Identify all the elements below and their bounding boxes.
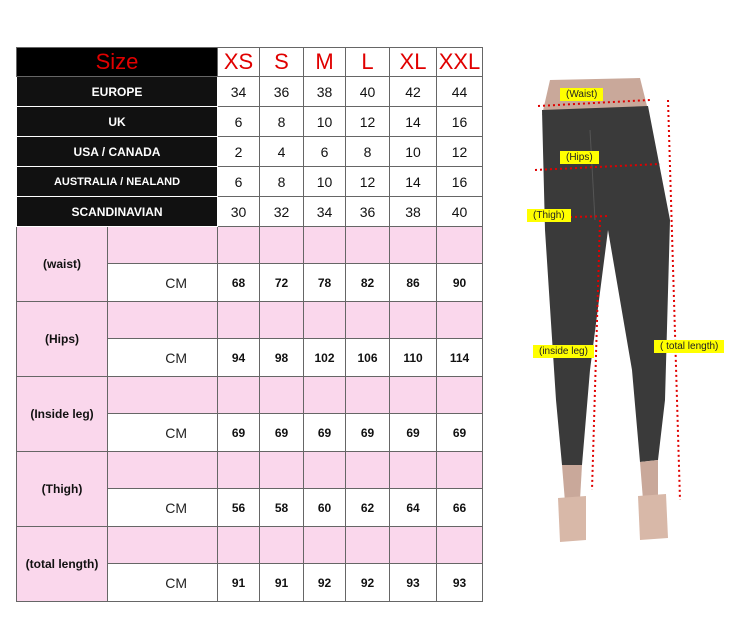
pink-cell <box>437 377 483 414</box>
measurement-spacer-row <box>17 527 483 564</box>
size-column-header: XXL <box>437 48 483 77</box>
measurement-value: 66 <box>437 489 483 527</box>
pink-cell <box>346 377 390 414</box>
waist-tag: (Waist) <box>560 88 603 101</box>
size-value: 4 <box>260 137 304 167</box>
measurement-value: 69 <box>346 414 390 452</box>
size-value: 40 <box>437 197 483 227</box>
pink-cell <box>108 302 218 339</box>
size-value: 36 <box>346 197 390 227</box>
size-table <box>16 47 483 602</box>
size-value: 8 <box>260 107 304 137</box>
size-value: 36 <box>260 77 304 107</box>
measurement-label: (Hips) <box>17 302 108 377</box>
measurement-value: 72 <box>260 264 304 302</box>
measurement-value: 102 <box>304 339 346 377</box>
measurement-value: 93 <box>390 564 437 602</box>
measurement-value: 91 <box>260 564 304 602</box>
pink-cell <box>304 527 346 564</box>
pink-cell <box>260 452 304 489</box>
pink-cell <box>390 302 437 339</box>
measurement-value: 56 <box>218 489 260 527</box>
size-value: 32 <box>260 197 304 227</box>
unit-label: CM <box>108 339 218 377</box>
region-label: USA / CANADA <box>17 137 218 167</box>
measurement-spacer-row <box>17 377 483 414</box>
pink-cell <box>260 377 304 414</box>
size-value: 14 <box>390 107 437 137</box>
measurement-value: 69 <box>218 414 260 452</box>
pink-cell <box>218 302 260 339</box>
size-value: 6 <box>218 107 260 137</box>
conversion-row <box>17 167 483 197</box>
hips-tag: (Hips) <box>560 151 599 164</box>
measurement-value: 114 <box>437 339 483 377</box>
measurement-value: 92 <box>304 564 346 602</box>
size-column-header: XS <box>218 48 260 77</box>
total-length-tag: ( total length) <box>654 340 724 353</box>
measurement-value: 69 <box>390 414 437 452</box>
size-value: 34 <box>218 77 260 107</box>
size-value: 2 <box>218 137 260 167</box>
region-label: EUROPE <box>17 77 218 107</box>
measurement-value: 58 <box>260 489 304 527</box>
measurement-value: 91 <box>218 564 260 602</box>
measurement-label: (total length) <box>17 527 108 602</box>
pink-cell <box>218 527 260 564</box>
pink-cell <box>390 377 437 414</box>
conversion-row <box>17 197 483 227</box>
pink-cell <box>260 227 304 264</box>
region-label: AUSTRALIA / NEALAND <box>17 167 218 197</box>
thigh-tag: (Thigh) <box>527 209 571 222</box>
size-label: Size <box>17 48 218 77</box>
pink-cell <box>218 227 260 264</box>
size-value: 30 <box>218 197 260 227</box>
measurement-value: 69 <box>304 414 346 452</box>
measurement-value: 93 <box>437 564 483 602</box>
pink-cell <box>260 302 304 339</box>
measurement-value: 92 <box>346 564 390 602</box>
unit-label: CM <box>108 414 218 452</box>
measurement-value: 82 <box>346 264 390 302</box>
measurement-value: 62 <box>346 489 390 527</box>
size-value: 44 <box>437 77 483 107</box>
measurement-value: 68 <box>218 264 260 302</box>
size-value: 12 <box>437 137 483 167</box>
size-value: 12 <box>346 107 390 137</box>
pink-cell <box>390 227 437 264</box>
size-column-header: XL <box>390 48 437 77</box>
pink-cell <box>108 527 218 564</box>
measurement-value: 106 <box>346 339 390 377</box>
pink-cell <box>260 527 304 564</box>
size-value: 6 <box>304 137 346 167</box>
measurement-value: 60 <box>304 489 346 527</box>
measurement-value: 64 <box>390 489 437 527</box>
measurement-value: 110 <box>390 339 437 377</box>
size-header-row <box>17 48 483 77</box>
conversion-row <box>17 77 483 107</box>
measurement-spacer-row <box>17 302 483 339</box>
measurement-value: 78 <box>304 264 346 302</box>
measurement-spacer-row <box>17 452 483 489</box>
size-value: 8 <box>346 137 390 167</box>
pink-cell <box>218 452 260 489</box>
pink-cell <box>346 302 390 339</box>
size-value: 34 <box>304 197 346 227</box>
size-value: 38 <box>390 197 437 227</box>
size-value: 8 <box>260 167 304 197</box>
unit-label: CM <box>108 264 218 302</box>
measurement-value: 69 <box>437 414 483 452</box>
size-value: 40 <box>346 77 390 107</box>
measurement-label: (Inside leg) <box>17 377 108 452</box>
size-column-header: S <box>260 48 304 77</box>
pink-cell <box>437 302 483 339</box>
size-column-header: M <box>304 48 346 77</box>
size-value: 6 <box>218 167 260 197</box>
pink-cell <box>437 227 483 264</box>
region-label: UK <box>17 107 218 137</box>
pink-cell <box>304 227 346 264</box>
size-value: 10 <box>390 137 437 167</box>
pink-cell <box>437 452 483 489</box>
measurement-value: 69 <box>260 414 304 452</box>
measurement-label: (Thigh) <box>17 452 108 527</box>
pink-cell <box>108 227 218 264</box>
conversion-row <box>17 137 483 167</box>
unit-label: CM <box>108 489 218 527</box>
pink-cell <box>218 377 260 414</box>
pink-cell <box>346 452 390 489</box>
region-label: SCANDINAVIAN <box>17 197 218 227</box>
measurement-value: 90 <box>437 264 483 302</box>
pink-cell <box>304 452 346 489</box>
pink-cell <box>346 527 390 564</box>
size-column-header: L <box>346 48 390 77</box>
measurement-spacer-row <box>17 227 483 264</box>
pink-cell <box>346 227 390 264</box>
inside-leg-tag: (inside leg) <box>533 345 594 358</box>
pink-cell <box>108 377 218 414</box>
measurement-label: (waist) <box>17 227 108 302</box>
size-value: 10 <box>304 107 346 137</box>
pink-cell <box>304 302 346 339</box>
measurement-value: 86 <box>390 264 437 302</box>
size-value: 12 <box>346 167 390 197</box>
pink-cell <box>437 527 483 564</box>
measurement-value: 98 <box>260 339 304 377</box>
size-value: 16 <box>437 107 483 137</box>
size-value: 10 <box>304 167 346 197</box>
size-value: 38 <box>304 77 346 107</box>
size-value: 42 <box>390 77 437 107</box>
pink-cell <box>390 527 437 564</box>
unit-label: CM <box>108 564 218 602</box>
pink-cell <box>304 377 346 414</box>
measurement-value: 94 <box>218 339 260 377</box>
size-value: 16 <box>437 167 483 197</box>
pink-cell <box>108 452 218 489</box>
conversion-row <box>17 107 483 137</box>
size-value: 14 <box>390 167 437 197</box>
pink-cell <box>390 452 437 489</box>
